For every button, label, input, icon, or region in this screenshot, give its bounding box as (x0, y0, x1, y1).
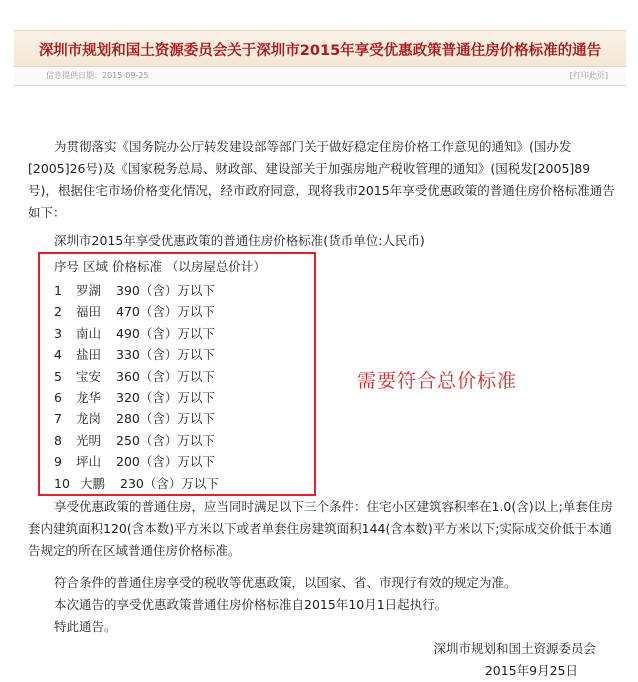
row-price: 330（含）万以下 (116, 347, 215, 363)
row-price: 200（含）万以下 (116, 454, 215, 470)
signature-date: 2015年9月25日 (484, 663, 578, 678)
row-number: 10 (54, 475, 70, 491)
row-district: 福田 (76, 304, 102, 320)
row-district: 龙岗 (76, 411, 102, 427)
table-row (54, 302, 266, 322)
row-price: 490（含）万以下 (116, 325, 215, 341)
table-row (54, 409, 266, 429)
print-link[interactable]: [打印此页] (569, 71, 608, 80)
row-price: 390（含）万以下 (116, 283, 215, 298)
table-row (54, 452, 266, 472)
table-header: 序号 区域 价格标准 （以房屋总价计） (54, 259, 266, 274)
row-price: 230（含）万以下 (120, 475, 219, 491)
row-number: 5 (54, 368, 62, 384)
row-district: 大鹏 (80, 475, 106, 491)
effective-date-paragraph: 本次通告的享受优惠政策普通住房价格标准自2015年10月1日起执行。 (54, 597, 448, 612)
price-table-highlight (38, 252, 316, 496)
publish-date: 信息提供日期：2015-09-25 (46, 71, 149, 80)
row-price: 250（含）万以下 (116, 432, 215, 448)
row-price: 280（含）万以下 (116, 411, 215, 427)
table-row (54, 345, 266, 365)
table-row (54, 367, 266, 387)
row-price: 320（含）万以下 (116, 390, 215, 405)
row-number: 1 (54, 283, 62, 298)
row-district: 龙华 (76, 390, 102, 405)
row-price: 360（含）万以下 (116, 368, 215, 384)
row-price: 470（含）万以下 (116, 304, 215, 320)
closing-paragraph: 特此通告。 (54, 619, 117, 634)
row-district: 光明 (76, 432, 102, 448)
row-number: 2 (54, 304, 62, 320)
tax-policy-paragraph: 符合条件的普通住房享受的税收等优惠政策，以国家、省、市现行有效的规定为准。 (54, 575, 517, 590)
row-number: 3 (54, 325, 62, 341)
row-number: 6 (54, 390, 62, 405)
title-bar (14, 30, 626, 67)
table-row (54, 281, 266, 301)
table-row (54, 324, 266, 344)
annotation-text: 需要符合总价标准 (357, 370, 518, 392)
table-row (54, 431, 266, 451)
page-title: 深圳市规划和国土资源委员会关于深圳市2015年享受优惠政策普通住房价格标准的通告 (38, 43, 602, 59)
row-district: 南山 (76, 325, 102, 341)
conditions-paragraph: 享受优惠政策的普通住房，应当同时满足以下三个条件：住宅小区建筑容积率在1.0(含)以上;单套住房套内建筑面积120(含本数)平方米以下或者单套住房建筑面积144(含本数)平方米以下;实际成交价低于本通告规定的所在区域普通住房价格标准。 (28, 499, 613, 558)
intro-paragraph: 为贯彻落实《国务院办公厅转发建设部等部门关于做好稳定住房价格工作意见的通知》(国办发[2005]26号)及《国家税务总局、财政部、建设部关于加强房地产税收管理的通知》(国税发[2005]89号)，根据住宅市场价格变化情况，经市政府同意，现将我市2015年享受优惠政策的普通住房价格标准通告如下： (28, 139, 615, 220)
row-number: 4 (54, 347, 62, 363)
table-row (54, 388, 266, 408)
row-district: 宝安 (76, 368, 102, 384)
table-caption: 深圳市2015年享受优惠政策的普通住房价格标准(货币单位:人民币) (54, 233, 425, 248)
row-district: 罗湖 (76, 283, 102, 298)
row-number: 9 (54, 454, 62, 470)
row-number: 7 (54, 411, 62, 427)
row-district: 坪山 (76, 454, 102, 470)
row-district: 盐田 (76, 347, 102, 363)
meta-bar (14, 66, 626, 86)
signature: 深圳市规划和国土资源委员会 (433, 641, 596, 656)
table-row (54, 474, 270, 494)
row-number: 8 (54, 432, 62, 448)
